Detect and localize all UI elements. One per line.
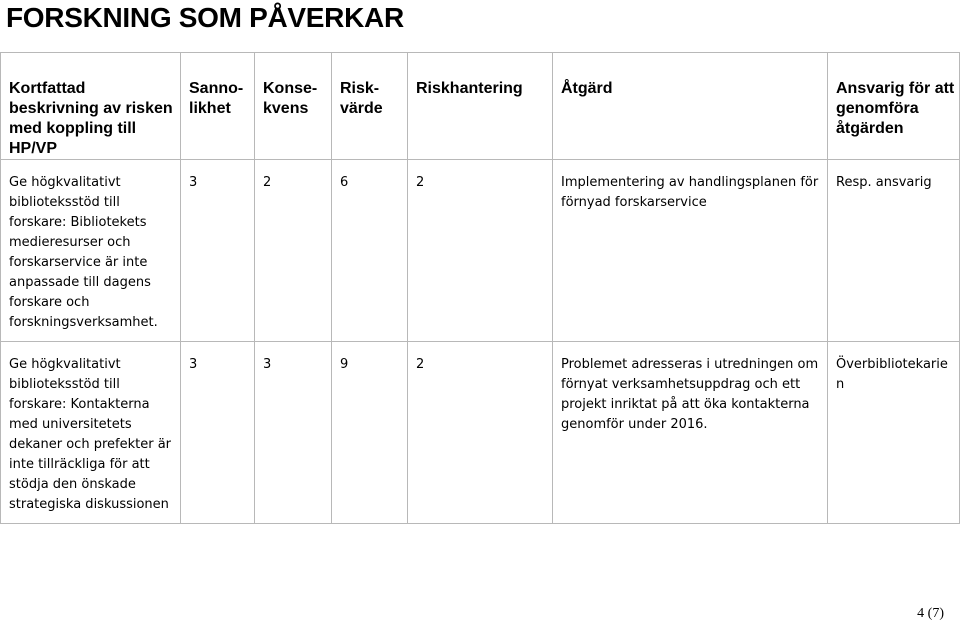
header-riskhantering: Riskhantering bbox=[408, 53, 553, 160]
cell-riskhantering: 2 bbox=[408, 160, 553, 342]
risk-table bbox=[0, 52, 960, 524]
page-title: FORSKNING SOM PÅVERKAR bbox=[6, 2, 404, 33]
cell-beskrivning: Ge högkvalitativt biblioteksstöd till forskare: Kontakterna med universitetets dekaner och prefekter är inte tillräckliga för att stödja den önskade strategiska diskussionen bbox=[1, 342, 181, 524]
cell-atgard: Implementering av handlingsplanen för förnyad forskarservice bbox=[553, 160, 828, 342]
cell-ansvarig: Överbibliotekarien bbox=[828, 342, 960, 524]
header-konsekvens: Konse-kvens bbox=[255, 53, 332, 160]
cell-riskvarde: 9 bbox=[332, 342, 408, 524]
table-header-row bbox=[1, 53, 960, 160]
cell-sannolikhet: 3 bbox=[181, 342, 255, 524]
page-number: 4 (7) bbox=[917, 606, 944, 621]
header-ansvarig: Ansvarig för att genomföra åtgärden bbox=[828, 53, 960, 160]
cell-beskrivning: Ge högkvalitativt biblioteksstöd till forskare: Bibliotekets medieresurser och forskarservice är inte anpassade till dagens forskare och forskningsverksamhet. bbox=[1, 160, 181, 342]
cell-riskvarde: 6 bbox=[332, 160, 408, 342]
table-row bbox=[1, 160, 960, 342]
cell-ansvarig: Resp. ansvarig bbox=[828, 160, 960, 342]
cell-sannolikhet: 3 bbox=[181, 160, 255, 342]
table-row bbox=[1, 342, 960, 524]
header-atgard: Åtgärd bbox=[553, 53, 828, 160]
cell-atgard: Problemet adresseras i utredningen om förnyat verksamhetsuppdrag och ett projekt inriktat på att öka kontakterna genomför under 2016. bbox=[553, 342, 828, 524]
cell-konsekvens: 3 bbox=[255, 342, 332, 524]
header-riskvarde: Risk-värde bbox=[332, 53, 408, 160]
cell-riskhantering: 2 bbox=[408, 342, 553, 524]
header-sannolikhet: Sanno-likhet bbox=[181, 53, 255, 160]
cell-konsekvens: 2 bbox=[255, 160, 332, 342]
header-beskrivning: Kortfattad beskrivning av risken med koppling till HP/VP bbox=[1, 53, 181, 160]
